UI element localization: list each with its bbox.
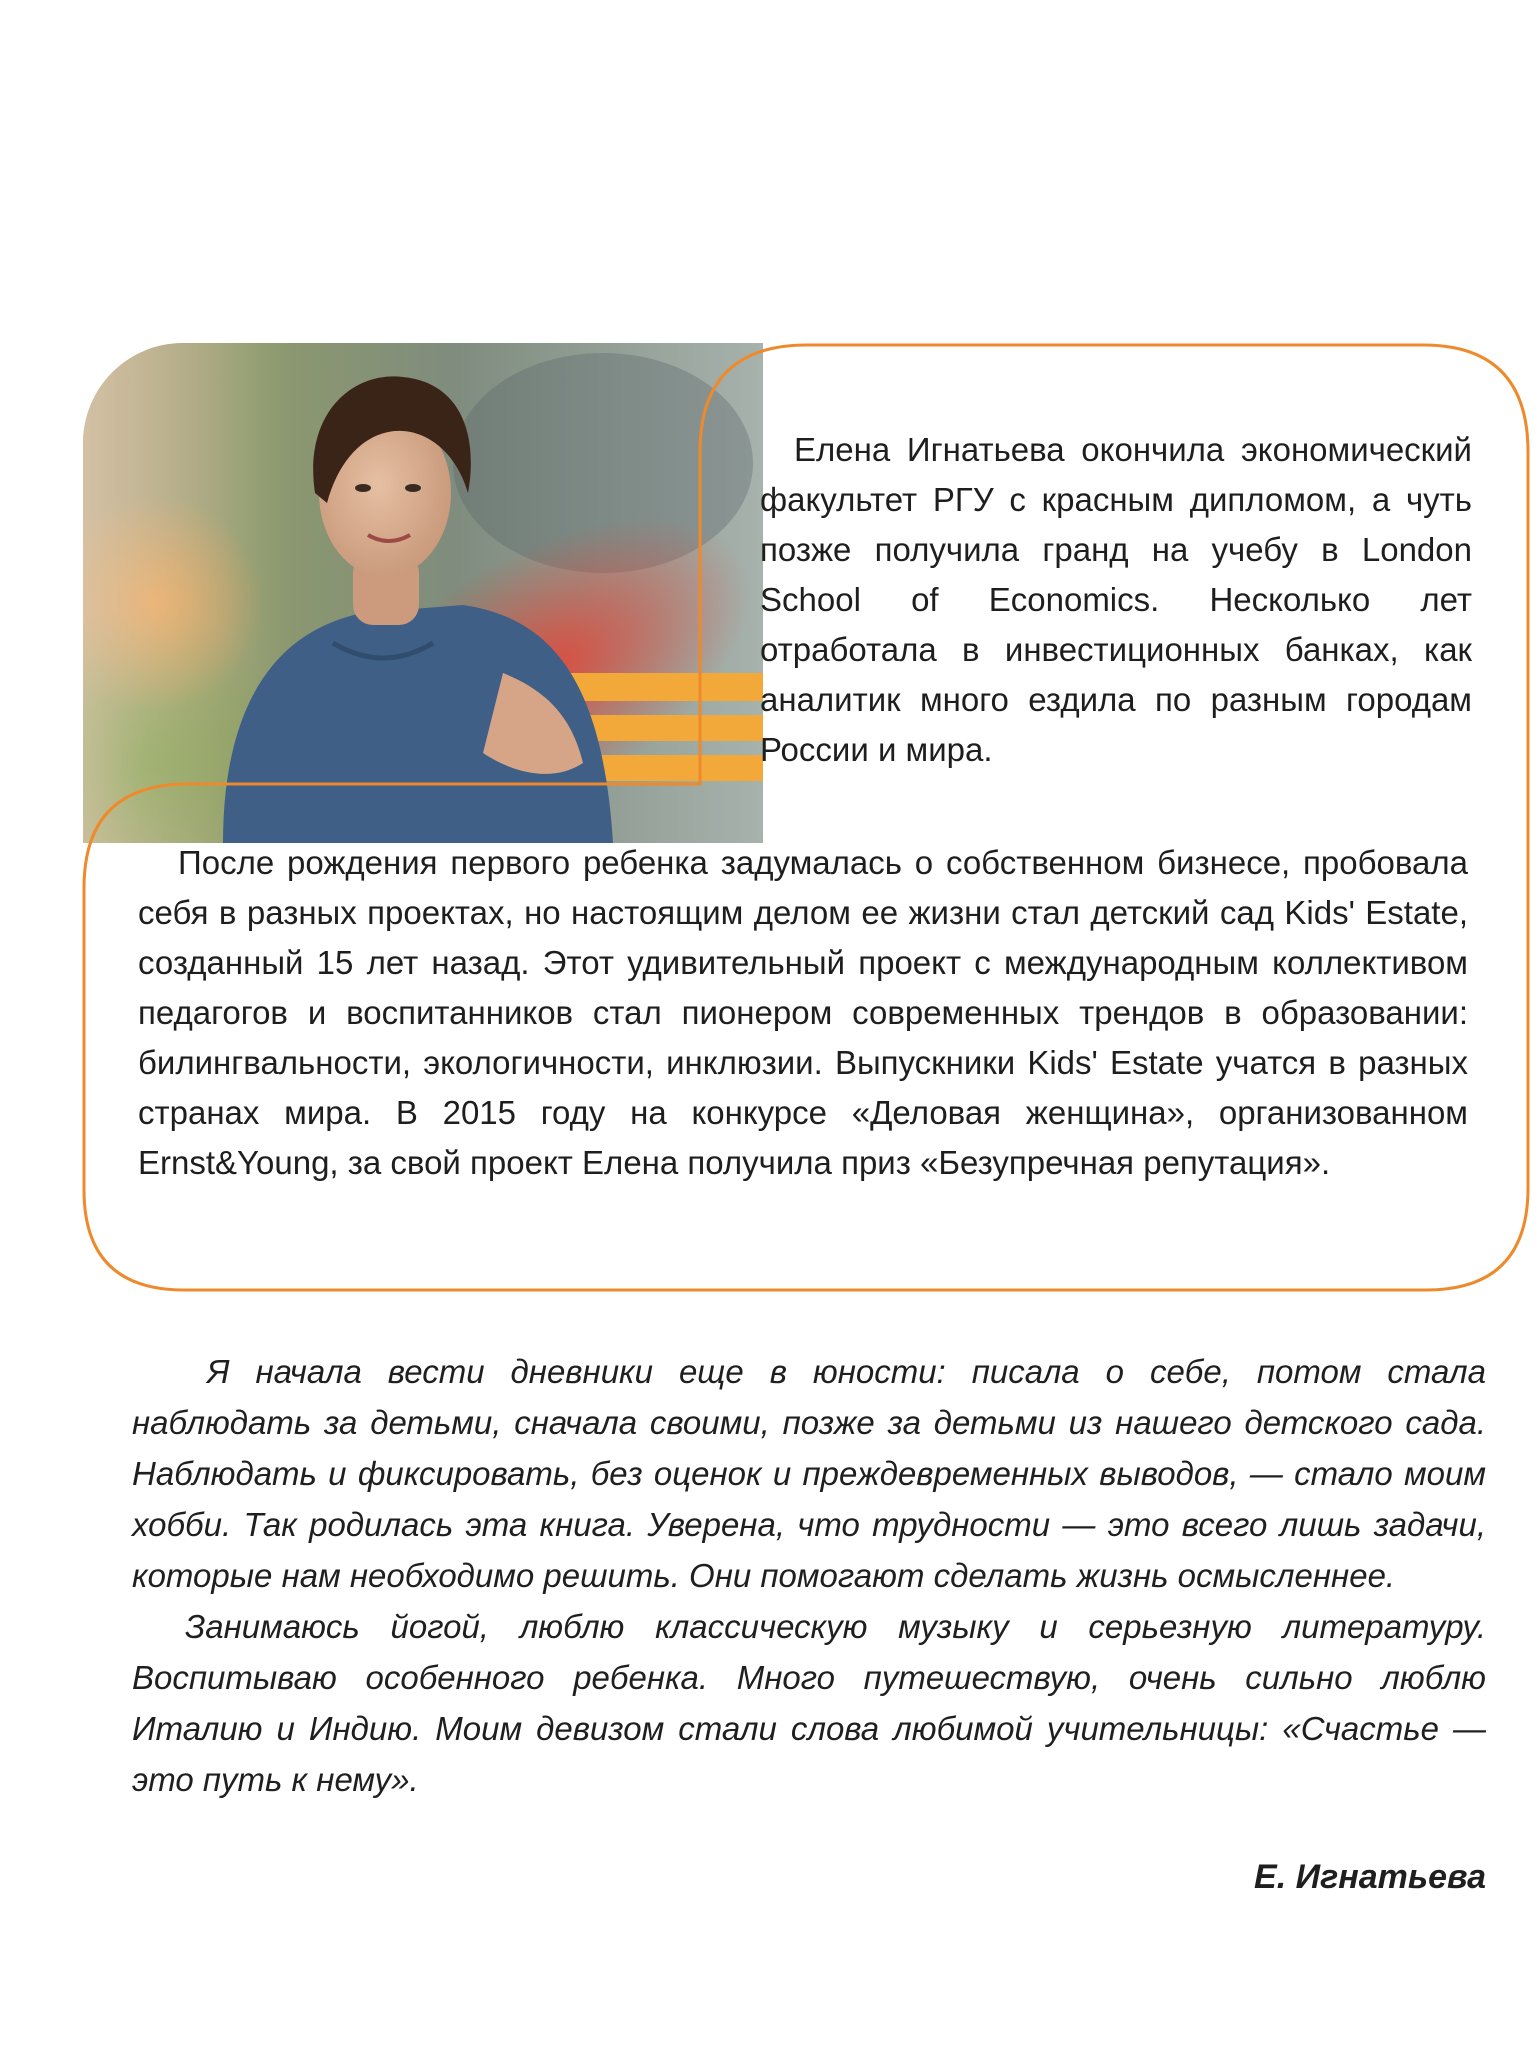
intro-paragraph: Елена Игнатьева окончила экономический факультет РГУ с красным дипломом, а чуть позже получила гранд на учебу в London School of Economics. Несколько лет отработала в инвестиционных банках, как аналитик много ездила по разным городам России и мира. <box>760 431 1472 768</box>
author-signature: Е. Игнатьева <box>1254 1858 1486 1896</box>
bio-paragraph: После рождения первого ребенка задумалась о собственном бизнесе, пробовала себя в разных проектах, но настоящим делом ее жизни стал детский сад Kids' Estate, созданный 15 лет назад. Этот удивительный проект с международным коллективом педагогов и воспитанников стал пионером современных трендов в образовании: билингвальности, экологичности, инклюзии. Выпускники Kids' Estate учатся в разных странах мира. В 2015 году на конкурсе «Деловая женщина», организованном Ernst&Young, за свой проект Елена получила приз «Безупречная репутация». <box>138 844 1468 1181</box>
author-quote <box>132 1346 1486 1805</box>
quote-paragraph-1: Я начала вести дневники еще в юности: писала о себе, потом стала наблюдать за детьми, сначала своими, позже за детьми из нашего детского сада. Наблюдать и фиксировать, без оценок и преждевременных выводов, — стало моим хобби. Так родилась эта книга. Уверена, что трудности — это всего лишь задачи, которые нам необходимо решить. Они помогают сделать жизнь осмысленнее. <box>132 1353 1486 1594</box>
quote-paragraph-2: Занимаюсь йогой, люблю классическую музыку и серьезную литературу. Воспитываю особенного ребенка. Много путешествую, очень сильно люблю Италию и Индию. Моим девизом стали слова любимой учительницы: «Счастье — это путь к нему». <box>132 1608 1486 1798</box>
